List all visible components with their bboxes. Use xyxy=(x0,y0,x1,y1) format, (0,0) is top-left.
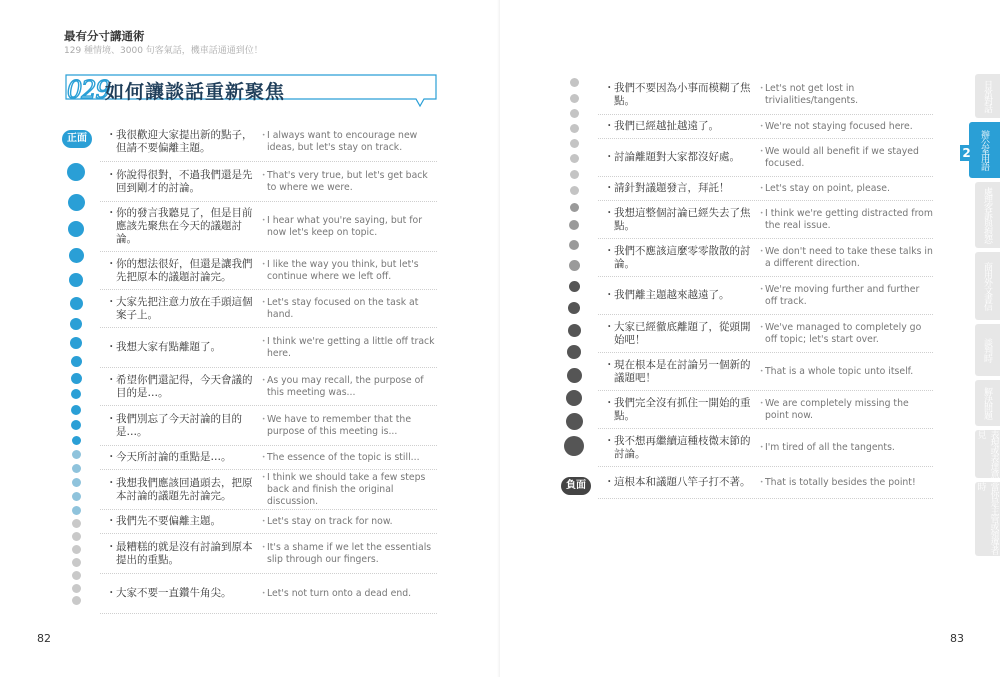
negative-badge: 負面 xyxy=(561,477,591,495)
section-number: 029 xyxy=(67,76,110,104)
chapter-tab[interactable]: 日常對話 xyxy=(975,74,1000,118)
bullet-mark: ・ xyxy=(106,257,117,270)
decorative-dot xyxy=(569,281,580,292)
decorative-dot xyxy=(70,318,82,330)
english-phrase xyxy=(753,322,933,346)
english-phrase xyxy=(753,477,933,489)
chinese-text: 大家已經徹底離題了，從頭開始吧！ xyxy=(614,320,751,346)
bullet-mark: ・ xyxy=(259,451,269,463)
bullet-mark: ・ xyxy=(604,206,615,219)
section-banner xyxy=(64,73,440,109)
bullet-mark: ・ xyxy=(106,515,117,527)
bullet-mark: ・ xyxy=(604,289,615,301)
decorative-dot xyxy=(564,436,584,456)
decorative-dot xyxy=(568,302,580,314)
bullet-mark: ・ xyxy=(106,295,117,308)
chinese-text: 你說得很對，不過我們還是先回到剛才的討論。 xyxy=(116,168,253,194)
bullet-mark: ・ xyxy=(106,168,117,181)
bullet-mark: ・ xyxy=(757,476,767,488)
english-phrase xyxy=(255,588,437,600)
phrase-row xyxy=(100,534,437,574)
bullet-mark: ・ xyxy=(604,120,615,132)
chinese-phrase xyxy=(100,207,255,246)
chapter-tab[interactable]: 談判時 xyxy=(975,324,1000,376)
bullet-mark: ・ xyxy=(106,476,117,489)
bullet-mark: ・ xyxy=(757,397,767,409)
english-phrase xyxy=(753,83,933,107)
phrase-row xyxy=(598,177,933,201)
chinese-phrase xyxy=(100,477,255,503)
chinese-text: 我們完全沒有抓住一開始的重點。 xyxy=(614,396,751,422)
phrase-row xyxy=(100,510,437,534)
english-text: Let's not turn onto a dead end. xyxy=(267,587,412,599)
chinese-text: 我們已經越扯越遠了。 xyxy=(614,120,719,132)
right-phrase-list xyxy=(598,75,933,499)
chinese-text: 今天所討論的重點是…。 xyxy=(116,451,232,463)
decorative-dot xyxy=(72,545,81,554)
bullet-mark: ・ xyxy=(106,341,117,353)
decorative-dot xyxy=(72,478,81,487)
chinese-phrase xyxy=(100,515,255,528)
decorative-dot xyxy=(566,390,582,406)
chinese-phrase xyxy=(598,151,753,164)
chinese-phrase xyxy=(100,451,255,464)
bullet-mark: ・ xyxy=(259,587,269,599)
left-phrase-list xyxy=(100,122,437,614)
bullet-mark: ・ xyxy=(259,374,269,386)
decorative-dot xyxy=(570,170,579,179)
bullet-mark: ・ xyxy=(757,283,767,295)
chinese-phrase xyxy=(598,397,753,423)
chinese-phrase xyxy=(100,413,255,439)
chinese-text: 討論離題對大家都沒好處。 xyxy=(614,151,740,163)
decorative-dot xyxy=(570,109,579,118)
bullet-mark: ・ xyxy=(259,541,269,553)
decorative-dot xyxy=(68,194,85,211)
bullet-mark: ・ xyxy=(259,515,269,527)
chinese-text: 我們先不要偏離主題。 xyxy=(116,515,221,527)
bullet-mark: ・ xyxy=(604,81,615,94)
decorative-dot xyxy=(569,260,580,271)
chinese-phrase xyxy=(100,541,255,567)
chinese-phrase xyxy=(598,476,753,489)
chinese-phrase xyxy=(598,182,753,195)
bullet-mark: ・ xyxy=(106,451,117,463)
decorative-dot xyxy=(72,596,81,605)
bullet-mark: ・ xyxy=(259,169,269,181)
english-phrase xyxy=(255,215,437,239)
section-title: 如何讓談話重新聚焦 xyxy=(105,81,286,103)
chinese-phrase xyxy=(598,289,753,302)
decorative-dot xyxy=(72,519,81,528)
english-phrase xyxy=(753,284,933,308)
chinese-phrase xyxy=(100,258,255,284)
english-phrase xyxy=(255,472,437,508)
english-text: Let's not get lost in trivialities/tangents. xyxy=(765,82,859,106)
english-phrase xyxy=(753,246,933,270)
chinese-text: 請針對議題發言，拜託！ xyxy=(614,182,730,194)
chinese-phrase xyxy=(100,169,255,195)
phrase-row xyxy=(598,75,933,115)
phrase-row xyxy=(598,139,933,177)
phrase-row xyxy=(598,239,933,277)
chinese-text: 我想我們應該回過頭去，把原本討論的議題先討論完。 xyxy=(116,476,253,502)
chinese-text: 我們別忘了今天討論的目的是…。 xyxy=(116,412,242,438)
chapter-tab[interactable]: 處理客訴與抱怨 xyxy=(975,182,1000,248)
decorative-dot xyxy=(567,368,582,383)
phrase-row xyxy=(598,115,933,139)
chinese-phrase xyxy=(100,341,255,354)
decorative-dot xyxy=(72,464,81,473)
chinese-text: 最糟糕的就是沒有討論到原本提出的重點。 xyxy=(116,540,253,566)
decorative-dot xyxy=(567,345,581,359)
chinese-phrase xyxy=(598,321,753,347)
bullet-mark: ・ xyxy=(106,587,117,599)
bullet-mark: ・ xyxy=(757,82,767,94)
english-phrase xyxy=(753,121,933,133)
phrase-row xyxy=(100,574,437,614)
bullet-mark: ・ xyxy=(604,244,615,257)
bullet-mark: ・ xyxy=(757,145,767,157)
phrase-row xyxy=(100,122,437,162)
english-text: That is totally besides the point! xyxy=(765,476,916,488)
decorative-dot xyxy=(72,506,81,515)
chinese-phrase xyxy=(598,245,753,271)
bullet-mark: ・ xyxy=(757,207,767,219)
phrase-row xyxy=(598,429,933,467)
chapter-tab[interactable]: 辦公室用語 xyxy=(969,122,1000,178)
english-text: The essence of the topic is still... xyxy=(267,451,420,463)
decorative-dot xyxy=(568,324,581,337)
page-number-right: 83 xyxy=(950,632,964,645)
english-text: I think we're getting a little off track here. xyxy=(267,335,435,359)
chinese-text: 你的想法很好，但還是讓我們先把原本的議題討論完。 xyxy=(116,257,253,283)
chapter-tab[interactable]: 當你是主管或領導者時 xyxy=(975,482,999,554)
chinese-text: 我想這整個討論已經失去了焦點。 xyxy=(614,206,751,232)
phrase-row xyxy=(598,277,933,315)
english-phrase xyxy=(255,170,437,194)
bullet-mark: ・ xyxy=(259,214,269,226)
bullet-mark: ・ xyxy=(259,335,269,347)
decorative-dot xyxy=(70,337,82,349)
chapter-tab[interactable]: 表現或表達意見 xyxy=(975,430,999,478)
english-text: I hear what you're saying, but for now let's keep on topic. xyxy=(267,214,423,238)
phrase-row xyxy=(598,353,933,391)
bullet-mark: ・ xyxy=(259,471,269,483)
english-text: As you may recall, the purpose of this meeting was... xyxy=(267,374,424,398)
english-text: We're not staying focused here. xyxy=(765,120,913,132)
phrase-row xyxy=(100,406,437,446)
positive-badge: 正面 xyxy=(62,130,92,148)
decorative-dot xyxy=(68,221,84,237)
decorative-dot xyxy=(69,248,84,263)
bullet-mark: ・ xyxy=(259,413,269,425)
bullet-mark: ・ xyxy=(106,373,117,386)
english-text: I think we're getting distracted from the real issue. xyxy=(765,207,933,231)
decorative-dot xyxy=(570,124,579,133)
english-text: We are completely missing the point now. xyxy=(765,397,909,421)
bullet-mark: ・ xyxy=(604,320,615,333)
bullet-mark: ・ xyxy=(259,296,269,308)
phrase-row xyxy=(100,446,437,470)
bullet-mark: ・ xyxy=(604,151,615,163)
decorative-dot xyxy=(570,203,579,212)
english-text: We've managed to completely go off topic; let's start over. xyxy=(765,321,922,345)
bullet-mark: ・ xyxy=(106,207,117,219)
bullet-mark: ・ xyxy=(106,540,117,553)
bullet-mark: ・ xyxy=(604,396,615,409)
bullet-mark: ・ xyxy=(757,321,767,333)
phrase-row xyxy=(100,252,437,290)
decorative-dot xyxy=(72,584,81,593)
decorative-dot xyxy=(69,273,83,287)
decorative-dot xyxy=(72,558,81,567)
english-text: We're moving further and further off track. xyxy=(765,283,920,307)
english-text: I like the way you think, but let's continue where we left off. xyxy=(267,258,419,282)
chinese-text: 我很歡迎大家提出新的點子，但請不要偏離主題。 xyxy=(116,128,253,154)
chinese-text: 我不想再繼續這種枝微末節的討論。 xyxy=(614,434,751,460)
english-phrase xyxy=(753,366,933,378)
phrase-row xyxy=(100,328,437,368)
english-text: We have to remember that the purpose of this meeting is... xyxy=(267,413,412,437)
decorative-dot xyxy=(71,356,82,367)
bullet-mark: ・ xyxy=(757,120,767,132)
decorative-dot xyxy=(570,78,579,87)
english-phrase xyxy=(255,336,437,360)
chapter-tab[interactable]: 商用外文書信 xyxy=(975,252,1000,320)
decorative-dot xyxy=(72,436,81,445)
bullet-mark: ・ xyxy=(757,365,767,377)
bullet-mark: ・ xyxy=(604,476,615,488)
decorative-dot xyxy=(570,154,579,163)
bullet-mark: ・ xyxy=(106,412,117,425)
decorative-dot xyxy=(67,163,85,181)
decorative-dot xyxy=(72,571,81,580)
bullet-mark: ・ xyxy=(757,245,767,257)
bullet-mark: ・ xyxy=(757,182,767,194)
english-phrase xyxy=(753,398,933,422)
decorative-dot xyxy=(570,94,579,103)
decorative-dot xyxy=(71,373,82,384)
bullet-mark: ・ xyxy=(259,129,269,141)
decorative-dot xyxy=(72,492,81,501)
page-number-left: 82 xyxy=(37,632,51,645)
english-phrase xyxy=(255,297,437,321)
decorative-dot xyxy=(71,389,81,399)
phrase-row xyxy=(100,202,437,252)
decorative-dot xyxy=(569,240,579,250)
english-phrase xyxy=(255,375,437,399)
english-phrase xyxy=(255,516,437,528)
chinese-phrase xyxy=(100,587,255,600)
english-text: I think we should take a few steps back and finish the original discussion. xyxy=(267,471,426,507)
chinese-text: 我們離主題越來越遠了。 xyxy=(614,289,730,301)
english-phrase xyxy=(255,259,437,283)
book-title: 最有分寸講通術 xyxy=(64,29,145,43)
bullet-mark: ・ xyxy=(604,434,615,447)
english-text: I always want to encourage new ideas, but let's stay on track. xyxy=(267,129,418,153)
english-phrase xyxy=(753,442,933,454)
english-phrase xyxy=(255,452,437,464)
chinese-text: 你的發言我聽見了，但是目前應該先聚焦在今天的議題討論。 xyxy=(116,207,253,245)
chinese-phrase xyxy=(598,435,753,461)
phrase-row xyxy=(598,201,933,239)
english-text: We would all benefit if we stayed focused. xyxy=(765,145,919,169)
decorative-dot xyxy=(570,139,579,148)
chinese-phrase xyxy=(598,359,753,385)
phrase-row xyxy=(100,162,437,202)
english-text: I'm tired of all the tangents. xyxy=(765,441,895,453)
decorative-dot xyxy=(72,532,81,541)
phrase-row xyxy=(100,290,437,328)
decorative-dot xyxy=(71,420,81,430)
english-text: That's very true, but let's get back to where we were. xyxy=(267,169,428,193)
english-phrase xyxy=(753,208,933,232)
chapter-tab[interactable]: 解決問題 xyxy=(975,380,1000,426)
chinese-text: 大家不要一直鑽牛角尖。 xyxy=(116,587,232,599)
chinese-text: 我們不應該這麼零零散散的討論。 xyxy=(614,244,751,270)
english-text: That is a whole topic unto itself. xyxy=(765,365,914,377)
english-phrase xyxy=(753,183,933,195)
chinese-text: 我想大家有點離題了。 xyxy=(116,341,221,353)
bullet-mark: ・ xyxy=(106,128,117,141)
chinese-phrase xyxy=(598,82,753,108)
english-text: Let's stay on track for now. xyxy=(267,515,393,527)
phrase-row xyxy=(100,368,437,406)
decorative-dot xyxy=(70,297,83,310)
chinese-phrase xyxy=(100,129,255,155)
chinese-phrase xyxy=(100,374,255,400)
book-subtitle: 129 種情境、3000 句客氣話，機車話通通到位！ xyxy=(64,46,263,56)
decorative-dot xyxy=(72,450,81,459)
english-phrase xyxy=(753,146,933,170)
decorative-dot xyxy=(566,413,583,430)
chinese-phrase xyxy=(100,296,255,322)
chinese-text: 我們不要因為小事而模糊了焦點。 xyxy=(614,81,751,107)
chinese-text: 大家先把注意力放在手頭這個案子上。 xyxy=(116,295,253,321)
bullet-mark: ・ xyxy=(757,441,767,453)
english-text: Let's stay on point, please. xyxy=(765,182,890,194)
phrase-row xyxy=(598,391,933,429)
decorative-dot xyxy=(569,220,579,230)
english-phrase xyxy=(255,130,437,154)
chinese-phrase xyxy=(598,120,753,133)
phrase-row xyxy=(100,470,437,510)
phrase-row xyxy=(598,315,933,353)
chinese-text: 這根本和議題八竿子打不著。 xyxy=(614,476,751,488)
bullet-mark: ・ xyxy=(604,182,615,194)
chinese-text: 希望你們還記得，今天會議的目的是…。 xyxy=(116,373,253,399)
chinese-phrase xyxy=(598,207,753,233)
english-text: We don't need to take these talks in a different direction. xyxy=(765,245,933,269)
decorative-dot xyxy=(570,186,579,195)
bullet-mark: ・ xyxy=(604,358,615,371)
english-text: It's a shame if we let the essentials slip through our fingers. xyxy=(267,541,432,565)
decorative-dot xyxy=(71,405,81,415)
active-chapter-number: 2 xyxy=(960,145,973,161)
english-phrase xyxy=(255,414,437,438)
phrase-row xyxy=(598,467,933,499)
english-text: Let's stay focused on the task at hand. xyxy=(267,296,419,320)
bullet-mark: ・ xyxy=(259,258,269,270)
chinese-text: 現在根本是在討論另一個新的議題吧！ xyxy=(614,358,751,384)
english-phrase xyxy=(255,542,437,566)
